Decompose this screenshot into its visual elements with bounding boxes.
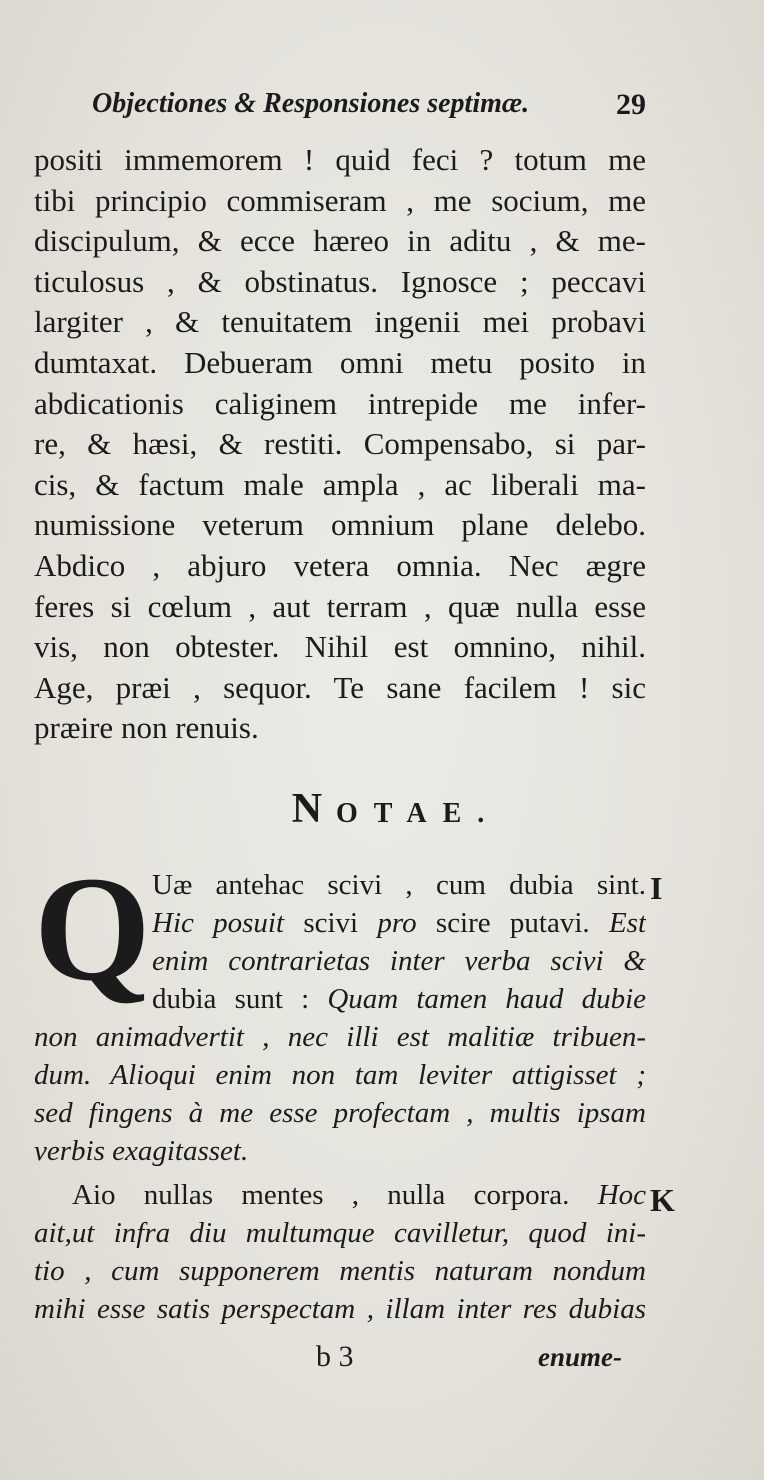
note-line: mihi esse satis perspectam , illam inter res dubias bbox=[34, 1293, 646, 1325]
text-line: positi immemorem ! quid feci ? totum me bbox=[34, 142, 646, 177]
text-line: discipulum, & ecce hæreo in aditu , & me- bbox=[34, 223, 646, 259]
note-line: enim contrarietas inter verba scivi & bbox=[152, 945, 646, 977]
text-line: numissione veterum omnium plane delebo. bbox=[34, 507, 646, 543]
running-title: Objectiones & Responsiones septimæ. bbox=[92, 88, 530, 119]
margin-marker-k: K bbox=[650, 1182, 675, 1218]
note-line: tio , cum supponerem mentis naturam nondum bbox=[34, 1255, 646, 1287]
drop-capital: Q bbox=[34, 846, 151, 1012]
note-text: Uæ antehac scivi , cum dubia sint. bbox=[152, 869, 646, 901]
text-line: feres si cœlum , aut terram , quæ nulla esse bbox=[34, 588, 646, 624]
note-line: sed fingens à me esse profectam , multis ipsam bbox=[34, 1097, 646, 1129]
text-line: re, & hæsi, & restiti. Compensabo, si par- bbox=[34, 426, 646, 462]
signature-mark: b 3 bbox=[316, 1340, 354, 1373]
note-text: dubia sunt : bbox=[152, 983, 328, 1015]
text-line: abdicationis caliginem intrepide me infer- bbox=[34, 385, 646, 421]
note-k bbox=[34, 1176, 646, 1328]
note-line bbox=[152, 866, 646, 904]
text-line: tibi principio commiseram , me socium, me bbox=[34, 182, 646, 218]
note-italic: Hoc bbox=[597, 1179, 646, 1211]
text-line: Age, præi , sequor. Te sane facilem ! sic bbox=[34, 669, 646, 705]
text-line: Abdico , abjuro vetera omnia. Nec ægre bbox=[34, 547, 646, 583]
note-line bbox=[152, 980, 646, 1018]
text-line: dumtaxat. Debueram omni metu posito in bbox=[34, 344, 646, 380]
note-line bbox=[152, 904, 646, 942]
notes-heading-rest: OTAE. bbox=[336, 798, 501, 829]
margin-marker-i: I bbox=[650, 870, 663, 906]
text-line: vis, non obtester. Nihil est omnino, nihil. bbox=[34, 629, 646, 665]
text-line: præire non renuis. bbox=[34, 710, 259, 746]
page-number: 29 bbox=[616, 88, 646, 121]
note-italic: Hic posuit bbox=[152, 907, 285, 939]
text-line: ticulosus , & obstinatus. Ignosce ; peccavi bbox=[34, 263, 646, 299]
note-text: scivi bbox=[284, 907, 378, 939]
running-header bbox=[92, 88, 652, 128]
main-text bbox=[34, 140, 646, 749]
text-line: largiter , & tenuitatem ingenii mei probavi bbox=[34, 304, 646, 340]
note-line: ait,ut infra diu multumque cavilletur, quod ini- bbox=[34, 1217, 646, 1249]
page-footer bbox=[0, 1340, 764, 1380]
note-italic: Est bbox=[608, 907, 646, 939]
note-line: dum. Alioqui enim non tam leviter attigisset ; bbox=[34, 1059, 646, 1091]
text-line: cis, & factum male ampla , ac liberali ma- bbox=[34, 466, 646, 502]
notes-heading bbox=[0, 785, 764, 835]
note-i bbox=[34, 846, 646, 1170]
note-line: verbis exagitasset. bbox=[34, 1135, 249, 1167]
note-text: scire putavi. bbox=[416, 907, 609, 939]
catchword: enume- bbox=[538, 1342, 622, 1372]
note-italic: Quam tamen haud dubie bbox=[327, 983, 646, 1015]
notes-heading-initial: N bbox=[291, 786, 337, 832]
note-text: Aio nullas mentes , nulla corpora. bbox=[72, 1179, 570, 1211]
note-line: non animadvertit , nec illi est malitiæ tribuen- bbox=[34, 1021, 646, 1053]
note-line bbox=[34, 1176, 646, 1214]
note-italic: pro bbox=[377, 907, 417, 939]
